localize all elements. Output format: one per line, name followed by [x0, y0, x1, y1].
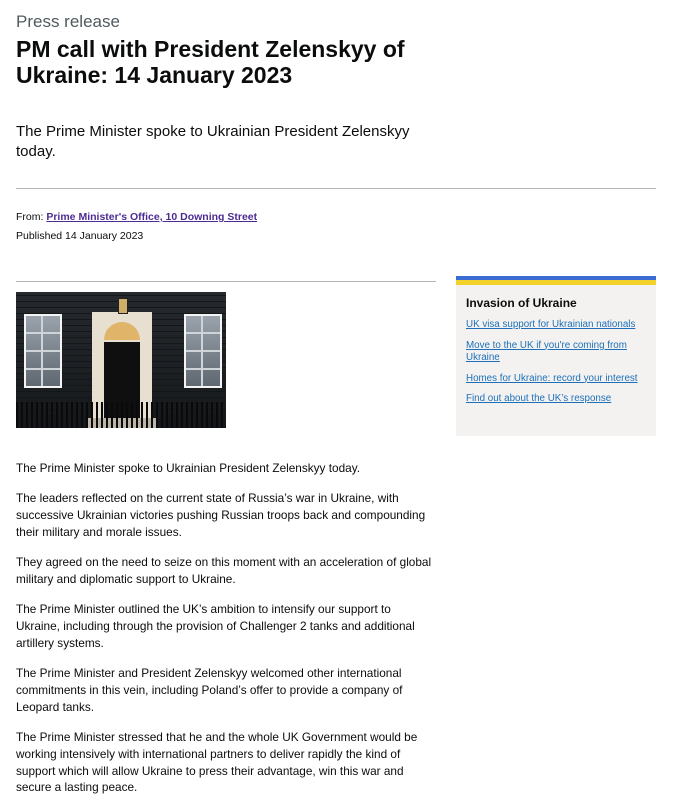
related-sidebar [456, 276, 656, 436]
sidebar-link-uk-response[interactable]: Find out about the UK’s response [466, 393, 612, 404]
page-caption: Press release [16, 12, 120, 31]
list-item [466, 373, 646, 386]
list-item [466, 340, 646, 365]
page-title: PM call with President Zelenskyy of Ukraine: 14 January 2023 [16, 36, 405, 88]
body-paragraph: The leaders reflected on the current state of Russia’s war in Ukraine, with successive Ukrainian victories pushing Russian troops back and compounding their military and morale issues. [16, 491, 426, 539]
list-item [466, 393, 646, 406]
lead-paragraph: The Prime Minister spoke to Ukrainian President Zelenskyy today. [16, 123, 410, 160]
body-paragraph: The Prime Minister spoke to Ukrainian President Zelenskyy today. [16, 461, 360, 475]
body-paragraph: The Prime Minister outlined the UK’s ambition to intensify our support to Ukraine, including through the provision of Challenger 2 tanks and additional artillery systems. [16, 602, 415, 650]
published-date: 14 January 2023 [65, 230, 144, 242]
metadata-published [16, 229, 143, 243]
published-label: Published [16, 230, 63, 242]
sidebar-link-move-to-uk[interactable]: Move to the UK if you're coming from Ukraine [466, 339, 627, 363]
organisation-link[interactable]: Prime Minister's Office, 10 Downing Street [46, 211, 258, 223]
divider [16, 188, 656, 189]
sidebar-links [456, 319, 656, 406]
downing-street-door-image [16, 292, 226, 428]
sidebar-link-visa-support[interactable]: UK visa support for Ukrainian nationals [466, 319, 636, 330]
metadata-from [16, 210, 257, 224]
list-item [466, 319, 646, 332]
body-paragraph: The Prime Minister and President Zelenskyy welcomed other international commitments in this vein, including Poland’s offer to provide a company of Leopard tanks. [16, 666, 403, 714]
sidebar-link-homes-for-ukraine[interactable]: Homes for Ukraine: record your interest [466, 372, 638, 384]
flag-stripe-yellow [456, 280, 656, 285]
body-paragraph: The Prime Minister stressed that he and the whole UK Government would be working intensively with international partners to deliver rapidly the kind of support which will allow Ukraine to press their advantage, win this war and secure a lasting peace. [16, 730, 418, 795]
from-label: From: [16, 211, 44, 223]
content-divider [16, 281, 436, 282]
article-body [16, 460, 436, 810]
body-paragraph: They agreed on the need to seize on this moment with an acceleration of global military and diplomatic support to Ukraine. [16, 555, 432, 586]
sidebar-heading: Invasion of Ukraine [466, 296, 577, 310]
